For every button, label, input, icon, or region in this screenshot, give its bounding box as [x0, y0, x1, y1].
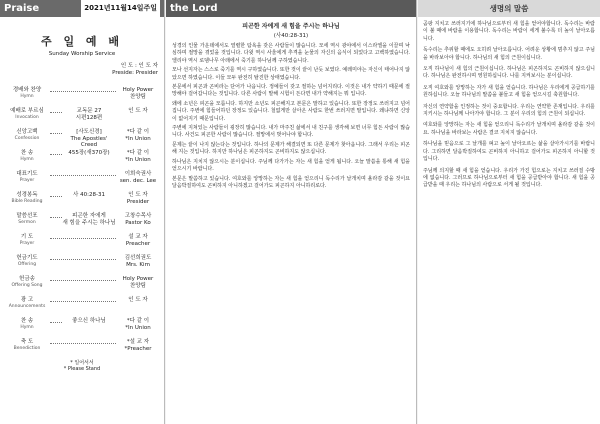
order-item-detail — [62, 318, 116, 325]
praise-title: Praise — [4, 3, 40, 14]
dotted-leader — [50, 301, 118, 302]
order-item-person — [116, 108, 160, 115]
praise-header — [0, 0, 164, 17]
sermon-paragraph: 문제는 끝이 나지 않는다는 것입니다. 하나의 문제가 해결되면 또 다른 문제가 찾아옵니다. 그래서 우리는 피곤해 지는 것입니다. 하지만 하나님은 피곤하지도 곤비하지도 않으십니다. — [172, 141, 410, 156]
order-item-label — [6, 129, 48, 142]
word-of-life-paragraph: 하나님을 믿음으로 그 날개를 펴고 높이 날아오르는 삶을 살아가시기를 바랍니다. 그리하면 달음박질하여도 곤비하지 아니하고 걸어가도 피곤하지 아니할 것입니다. — [423, 141, 595, 163]
order-item-person-1: Holy Power — [122, 87, 154, 93]
order-item-ko: 신앙고백 — [16, 129, 38, 135]
word-of-life-paragraph: 주님께 의지할 때 새 힘을 얻습니다. 우리가 가진 힘으로는 지치고 쓰러질 수밖에 없습니다. 그러므로 하나님으로부터 새 힘을 공급받아야 합니다. 새 힘을 공급받을 때 우리는 하나님의 사람으로 서게 될 것입니다. — [423, 167, 595, 189]
order-item-person-2: Pastor Ko — [125, 219, 151, 226]
order-item-en: Offering — [17, 261, 37, 267]
presider-line — [0, 63, 164, 77]
order-item — [0, 255, 164, 269]
order-item — [0, 318, 164, 332]
order-item-label — [6, 339, 48, 352]
stand-note-en: * Please Stand — [63, 366, 101, 372]
order-item-person-2: *In Union — [125, 156, 151, 163]
sermon-column — [166, 0, 417, 424]
order-item-label — [6, 234, 48, 247]
sermon-paragraph: 본문에서 피곤과 곤비라는 단어가 나옵니다. 정예들이 갖고 절하는 넘어지리다. 이것은 내가 약하기 때문에 절망해야 걸어갑니다는 것입니다. 다른 사람이 말해 시험이 든다면 내가 약해지는 뭐 입니다. — [172, 84, 410, 98]
order-item-person — [116, 213, 160, 226]
order-item-detail-1: [사도신경] — [76, 129, 102, 135]
order-item-person-2: Mrs. Kim — [126, 261, 150, 268]
order-item — [0, 297, 164, 311]
order-item-ko: 경배와 찬양 — [12, 87, 42, 93]
order-item-en: Hymn — [20, 324, 34, 330]
order-item-en: Sermon — [18, 219, 36, 225]
order-item — [0, 108, 164, 122]
order-item-person-2: 찬양팀 — [130, 282, 146, 289]
order-item-person — [116, 171, 160, 184]
sermon-body — [166, 43, 416, 190]
the-lord-title: the Lord — [170, 3, 218, 14]
dotted-leader — [50, 175, 118, 176]
order-item-person — [116, 150, 160, 163]
order-item-detail — [62, 129, 116, 149]
stand-note — [0, 360, 164, 372]
order-item — [0, 192, 164, 206]
order-item-person-1: *다 같 이 — [126, 129, 150, 135]
order-item-person — [116, 255, 160, 268]
sermon-paragraph: 본문은 말씀하고 있습니다. 여호와를 앙망하는 자는 새 힘을 얻으리니 독수리가 날개치며 올라감 같을 것이요 달음박질하여도 곤비하지 아니하겠고 걸어가도 피곤하지 아니하리로다. — [172, 175, 410, 189]
order-item-person-2: 찬양팀 — [130, 93, 146, 100]
sermon-paragraph: 하나님은 지치지 않으시는 분이십니다. 주님께 다가가는 자는 새 힘을 얻게 됩니다. 오늘 말씀을 통해 새 힘을 얻으시기 바랍니다. — [172, 158, 410, 173]
order-item-person-2: *In Union — [125, 324, 151, 331]
word-of-life-body — [418, 21, 600, 190]
order-item-en: Benediction — [13, 345, 41, 351]
order-item-detail-2: 시편128편 — [75, 114, 103, 121]
order-item-person-1: 인 도 자 — [128, 192, 148, 198]
dotted-leader — [50, 91, 118, 92]
presider-label-en: Preside: Presider — [112, 70, 158, 76]
order-item-detail — [62, 150, 116, 157]
order-item-ko: 말씀선포 — [16, 213, 38, 219]
worship-subtitle: Sunday Worship Service — [48, 51, 116, 57]
word-of-life-paragraph: 곰팡 지치고 쓰러지기에 하나님으로부터 새 힘을 얻어야합니다. 독수리는 바람이 불 때에 바람을 이용합니다. 독수리는 바람이 세게 불수록 더 높이 날아오릅니다. — [423, 21, 595, 42]
order-item-person-1: 인 도 자 — [128, 108, 148, 114]
dotted-leader — [50, 259, 118, 260]
worship-title: 주 일 예 배 — [41, 35, 123, 48]
order-item-label — [6, 255, 48, 268]
order-item — [0, 276, 164, 290]
order-item — [0, 213, 164, 227]
order-item-detail-1: 455장(새370장) — [68, 150, 110, 156]
order-item-ko: 기 도 — [20, 234, 34, 240]
order-item-label — [6, 150, 48, 163]
order-item-person — [116, 297, 160, 304]
order-item-label — [6, 276, 48, 289]
order-item-person — [116, 234, 160, 247]
word-of-life-title: 생명의 말씀 — [489, 4, 529, 13]
order-item-en: Prayer — [19, 240, 35, 246]
order-item — [0, 129, 164, 148]
word-of-life-paragraph: 자신의 연약함을 인정하는 것이 중요합니다. 우리는 연약한 존재입니다. 우리를 지키시는 하나님께 나아가야 합니다. 그 분이 우리의 힘의 근원이 되십니다. — [423, 103, 595, 118]
order-item — [0, 171, 164, 185]
order-item-ko: 예배로 부르심 — [10, 108, 44, 114]
order-item-label — [6, 297, 48, 310]
order-item-label — [6, 318, 48, 331]
order-item-person-2: *In Union — [125, 135, 151, 142]
order-item-ko: 대표기도 — [16, 171, 38, 177]
order-item-en: Hymn — [20, 156, 34, 162]
order-item-ko: 헌금송 — [19, 276, 35, 282]
sermon-paragraph: 왜에 소년은 피곤을 모릅니다. 하지만 소년도 피곤해지고 본문은 말하고 있습니다. 또한 장정도 쓰러지고 넘어집니다. 주변에 힘들어하던 장정도 있습니다. 철없게만 살아온 사람도 한번 쓰러지면 말입니다. 왜냐하면 신앙이 없어지기 때문입니다. — [172, 100, 410, 122]
word-of-life-header — [418, 0, 600, 17]
order-item — [0, 339, 164, 353]
order-item — [0, 234, 164, 248]
the-lord-header — [166, 0, 416, 17]
order-item-person — [116, 276, 160, 289]
order-item-en: Bible Reading — [11, 198, 43, 204]
order-item-person-1: 고창수목사 — [124, 213, 152, 219]
order-item-detail-1: 좋으신 하나님 — [72, 318, 106, 324]
dotted-leader — [50, 238, 118, 239]
order-item-detail-2: 새 힘을 주시는 하나님 — [62, 219, 116, 226]
order-item-person — [116, 129, 160, 142]
order-item-detail-1: 교독문 27 — [76, 108, 102, 114]
order-item-detail — [62, 108, 116, 121]
order-item-person-1: 김선희권도 — [124, 255, 152, 261]
word-of-life-paragraph: 오직 하나님이 새 힘의 근원이십니다. 하나님은 피곤하지도 곤비하지 않으십니다. 하나님은 완전하시며 영원하십니다. 나를 지켜보시는 분이십니다. — [423, 66, 595, 80]
sermon-paragraph: 주변에 지쳐있는 사람들이 굉장히 많습니다. 내가 마주친 삶에서 내 친구를 생각해 보면 너무 힘든 사람이 많습니다. 사건도 피곤한 사람이 많습니다. 절망에서 벗어나야 합니다. — [172, 125, 410, 139]
order-item-en: Prayer — [19, 177, 35, 183]
stand-note-ko: * 일어서서 — [70, 360, 94, 366]
sermon-paragraph: 모나 선지자는 스스로 죽기를 역시 구하였습니다. 또한 것이 끝이 난듯 보였다. 예레미야는 자신이 태어나지 않았으면 하였습니다. 이들 모두 완전히 탈진한 상태였습니다. — [172, 67, 410, 81]
order-item-person-1: 설 교 자 — [128, 234, 148, 240]
presider-label: 인 도 : 인 도 자 — [120, 63, 158, 69]
word-of-life-paragraph: 오직 여호와를 앙망하는 자가 새 힘을 얻습니다. 하나님은 우리에게 공급하기를 원하십니다. 오늘 하나님의 말씀을 붙들고 새 힘을 얻으시길 축원합니다. — [423, 84, 595, 99]
order-item-label — [6, 108, 48, 121]
order-item-person-1: Holy Power — [122, 276, 154, 282]
order-item-person-1: *다 같 이 — [126, 318, 150, 324]
order-item-en: Confession — [14, 135, 40, 141]
order-item-detail — [62, 213, 116, 226]
service-date: 2021년11월14일주일 — [81, 0, 160, 17]
order-item-en: Offering Song — [11, 282, 43, 288]
dotted-leader — [50, 343, 118, 344]
order-item-person-1: 인 도 자 — [128, 297, 148, 303]
order-item-label — [6, 171, 48, 184]
order-item-detail-1: 피곤한 자에게 — [72, 213, 106, 219]
dotted-leader — [50, 280, 118, 281]
order-item-person-2: Preacher — [125, 240, 151, 247]
sermon-title: 피곤한 자에게 새 힘을 주시는 하나님 — [242, 23, 340, 30]
order-of-worship — [0, 87, 164, 353]
order-item-person — [116, 318, 160, 331]
sermon-reference: (사40:28-31) — [273, 33, 309, 39]
order-item-person-2: *Preacher — [124, 345, 152, 352]
order-item-label — [6, 87, 48, 100]
order-item — [0, 87, 164, 101]
word-of-life-paragraph: 독수리는 추위할 때에도 오히려 날아오릅니다. 어려운 상황에 멈추지 않고 주님을 바라보아야 합니다. 하나님의 새 힘의 근원이십니다. — [423, 47, 595, 61]
order-item-label — [6, 192, 48, 205]
order-item-label — [6, 213, 48, 226]
order-item-person — [116, 192, 160, 205]
order-item-ko: 찬 송 — [20, 150, 34, 156]
sermon-paragraph: 성경의 인물 가운데에서도 열렬한 탐욕을 갖은 사람들이 많습니다. 모세 역시 광야에서 이스라엘을 이끌며 낙심하며 절망을 겪었을 것입니다. 다윗 역시 사울에게 추격을 눈물의 자신의 음식이 되었다고 고백하였습니다. 엘리야 역시 로뎀나무 아래에서 죽기를 하나님께 구하였습니다. — [172, 43, 410, 64]
order-item-ko: 찬 송 — [20, 318, 34, 324]
order-item-person-1: 이희숙권사 — [124, 171, 152, 177]
order-item-detail-1: 사 40:28-31 — [73, 192, 105, 198]
order-item-detail — [62, 192, 116, 199]
order-item-ko: 광 고 — [20, 297, 34, 303]
order-item-ko: 헌금기도 — [16, 255, 38, 261]
order-item-detail-2: The Apostles' Creed — [70, 135, 108, 148]
order-item-en: Invocation — [15, 114, 39, 120]
order-item — [0, 150, 164, 164]
worship-order-column — [0, 0, 165, 424]
order-item-person — [116, 339, 160, 352]
order-item-person-1: *설 교 자 — [126, 339, 150, 345]
order-item-person — [116, 87, 160, 100]
order-item-person-2: Presider — [126, 198, 150, 205]
word-of-life-paragraph: 여호와를 앙망하는 자는 새 힘을 얻으리니 독수리가 날개치며 올라감 같을 것이요. 하나님을 바라보는 사람은 결코 지치지 않습니다. — [423, 122, 595, 136]
word-of-life-column — [418, 0, 600, 424]
order-item-en: Announcements — [8, 303, 46, 309]
order-item-en: Hymn — [20, 93, 34, 99]
order-item-person-2: sen. dec. Lee — [119, 177, 157, 184]
order-item-person-1: *다 같 이 — [126, 150, 150, 156]
order-item-ko: 축 도 — [20, 339, 34, 345]
order-item-ko: 성경봉독 — [16, 192, 38, 198]
